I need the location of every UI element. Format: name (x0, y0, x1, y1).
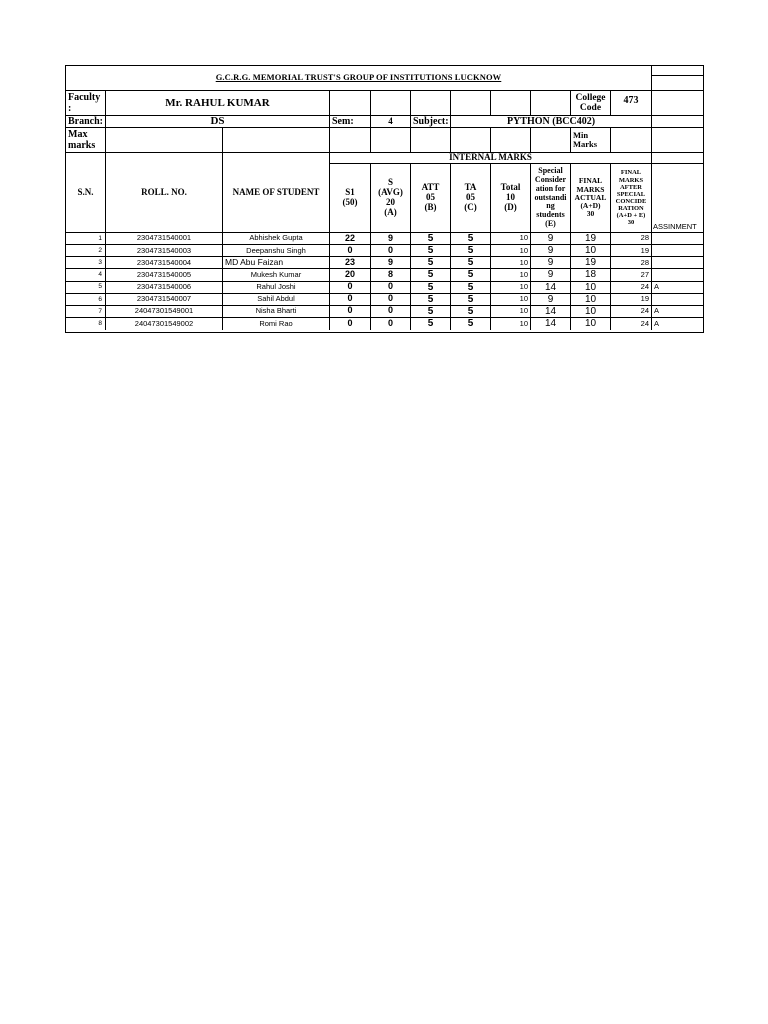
cell-s-avg: 9 (371, 257, 411, 269)
blank-cell (330, 128, 371, 153)
cell-s1: 0 (330, 318, 371, 330)
cell-att: 5 (411, 306, 451, 318)
blank-cell (330, 91, 371, 116)
col-header-sn: S.N. (66, 153, 106, 233)
subject-value: PYTHON (BCC402) (451, 116, 652, 128)
blank-cell (491, 91, 531, 116)
cell-student-name: Deepanshu Singh (223, 245, 330, 257)
cell-ta: 5 (451, 306, 491, 318)
col-header-assignment: ASSINMENT (652, 164, 704, 233)
blank-cell (611, 128, 652, 153)
cell-roll-no: 2304731540001 (106, 233, 223, 245)
cell-final-actual: 10 (571, 294, 611, 306)
blank-cell (451, 91, 491, 116)
col-header-ta: TA 05 (C) (451, 164, 491, 233)
cell-assignment: A (652, 282, 704, 294)
blank-cell (652, 128, 704, 153)
col-header-final-actual: FINAL MARKS ACTUAL (A+D) 30 (571, 164, 611, 233)
cell-assignment (652, 233, 704, 245)
blank-cell (531, 128, 571, 153)
cell-s-avg: 0 (371, 294, 411, 306)
blank-cell (652, 76, 704, 91)
cell-total: 10 (491, 269, 531, 281)
cell-s-avg: 0 (371, 306, 411, 318)
cell-s1: 20 (330, 269, 371, 281)
cell-ta: 5 (451, 233, 491, 245)
cell-roll-no: 2304731540004 (106, 257, 223, 269)
cell-special: 9 (531, 294, 571, 306)
cell-ta: 5 (451, 269, 491, 281)
blank-cell (223, 128, 330, 153)
cell-assignment: A (652, 306, 704, 318)
cell-att: 5 (411, 318, 451, 330)
col-header-name: NAME OF STUDENT (223, 153, 330, 233)
cell-sn: 8 (66, 318, 106, 330)
subject-label: Subject: (411, 116, 451, 128)
cell-final-actual: 18 (571, 269, 611, 281)
cell-roll-no: 2304731540003 (106, 245, 223, 257)
cell-s1: 23 (330, 257, 371, 269)
blank-cell (371, 91, 411, 116)
cell-roll-no: 2304731540005 (106, 269, 223, 281)
cell-final-actual: 10 (571, 306, 611, 318)
cell-roll-no: 24047301549001 (106, 306, 223, 318)
cell-student-name: MD Abu Faizan (223, 257, 330, 269)
cell-final-actual: 19 (571, 257, 611, 269)
cell-ta: 5 (451, 282, 491, 294)
cell-final-actual: 10 (571, 282, 611, 294)
cell-s1: 22 (330, 233, 371, 245)
blank-cell (451, 128, 491, 153)
cell-final-after: 24 (611, 318, 652, 330)
blank-cell (652, 153, 704, 164)
faculty-label: Faculty : (66, 91, 106, 116)
cell-att: 5 (411, 282, 451, 294)
cell-att: 5 (411, 257, 451, 269)
cell-special: 14 (531, 318, 571, 330)
faculty-name: Mr. RAHUL KUMAR (106, 91, 330, 116)
cell-total: 10 (491, 282, 531, 294)
col-header-final-after: FINAL MARKS AFTER SPECIAL CONCIDE RATION (A+D + E) 30 (611, 164, 652, 233)
branch-label: Branch: (66, 116, 106, 128)
institution-title: G.C.R.G. MEMORIAL TRUST'S GROUP OF INSTITUTIONS LUCKNOW (66, 66, 652, 91)
blank-cell (652, 91, 704, 116)
cell-final-actual: 19 (571, 233, 611, 245)
col-header-att: ATT 05 (B) (411, 164, 451, 233)
cell-sn: 3 (66, 257, 106, 269)
max-marks-label: Max marks (66, 128, 106, 153)
col-header-s-avg: S (AVG) 20 (A) (371, 164, 411, 233)
blank-cell (652, 66, 704, 76)
college-code-label: College Code (571, 91, 611, 116)
blank-cell (371, 128, 411, 153)
cell-assignment: A (654, 318, 660, 328)
cell-student-name: Mukesh Kumar (223, 269, 330, 281)
cell-total: 10 (491, 294, 531, 306)
cell-assignment (652, 257, 704, 269)
internal-marks-header: INTERNAL MARKS (330, 153, 652, 164)
min-marks-label: Min Marks (571, 128, 611, 153)
cell-s1: 0 (330, 245, 371, 257)
cell-assignment (652, 245, 704, 257)
col-header-total: Total 10 (D) (491, 164, 531, 233)
cell-sn: 6 (66, 294, 106, 306)
cell-final-after: 19 (611, 294, 652, 306)
marks-sheet (65, 65, 704, 333)
cell-sn: 2 (66, 245, 106, 257)
cell-total: 10 (491, 257, 531, 269)
cell-roll-no: 2304731540007 (106, 294, 223, 306)
cell-s1: 0 (330, 294, 371, 306)
cell-ta: 5 (451, 294, 491, 306)
cell-s1: 0 (330, 282, 371, 294)
cell-total: 10 (491, 306, 531, 318)
cell-special: 9 (531, 257, 571, 269)
cell-ta: 5 (451, 245, 491, 257)
cell-assignment (652, 294, 704, 306)
cell-s-avg: 0 (371, 245, 411, 257)
cell-special: 14 (531, 306, 571, 318)
cell-ta: 5 (451, 318, 491, 330)
branch-value: DS (106, 116, 330, 128)
cell-final-after: 28 (611, 257, 652, 269)
cell-total: 10 (491, 245, 531, 257)
cell-s-avg: 0 (371, 318, 411, 330)
cell-final-actual: 10 (571, 245, 611, 257)
cell-assignment (652, 269, 704, 281)
cell-att: 5 (411, 245, 451, 257)
cell-s-avg: 9 (371, 233, 411, 245)
cell-total: 10 (491, 233, 531, 245)
cell-student-name: Abhishek Gupta (223, 233, 330, 245)
cell-sn: 1 (66, 233, 106, 245)
cell-roll-no: 2304731540006 (106, 282, 223, 294)
cell-total: 10 (491, 318, 531, 330)
cell-student-name: Nisha Bharti (223, 306, 330, 318)
cell-ta: 5 (451, 257, 491, 269)
cell-final-after: 24 (611, 282, 652, 294)
cell-special: 14 (531, 282, 571, 294)
col-header-roll-no: ROLL. NO. (106, 153, 223, 233)
cell-final-after: 24 (611, 306, 652, 318)
cell-roll-no: 24047301549002 (106, 318, 223, 330)
col-header-s1: S1 (50) (330, 164, 371, 233)
cell-special: 9 (531, 233, 571, 245)
cell-att: 5 (411, 269, 451, 281)
blank-cell (106, 128, 223, 153)
cell-att: 5 (411, 233, 451, 245)
cell-student-name: Rahul Joshi (223, 282, 330, 294)
blank-cell (411, 91, 451, 116)
cell-s1: 0 (330, 306, 371, 318)
blank-cell (652, 116, 704, 128)
cell-att: 5 (411, 294, 451, 306)
cell-sn: 5 (66, 282, 106, 294)
sem-value: 4 (371, 116, 411, 128)
sem-label: Sem: (330, 116, 371, 128)
cell-final-after: 27 (611, 269, 652, 281)
cell-final-after: 28 (611, 233, 652, 245)
college-code: 473 (611, 91, 652, 116)
cell-s-avg: 0 (371, 282, 411, 294)
col-header-special: Special Consider ation for outstandi ng students (E) (531, 164, 571, 233)
cell-special: 9 (531, 269, 571, 281)
cell-student-name: Sahil Abdul (223, 294, 330, 306)
cell-sn: 4 (66, 269, 106, 281)
cell-final-after: 19 (611, 245, 652, 257)
cell-s-avg: 8 (371, 269, 411, 281)
cell-sn: 7 (66, 306, 106, 318)
cell-special: 9 (531, 245, 571, 257)
blank-cell (411, 128, 451, 153)
cell-student-name: Romi Rao (223, 318, 330, 330)
cell-final-actual: 10 (571, 318, 611, 330)
blank-cell (531, 91, 571, 116)
blank-cell (491, 128, 531, 153)
